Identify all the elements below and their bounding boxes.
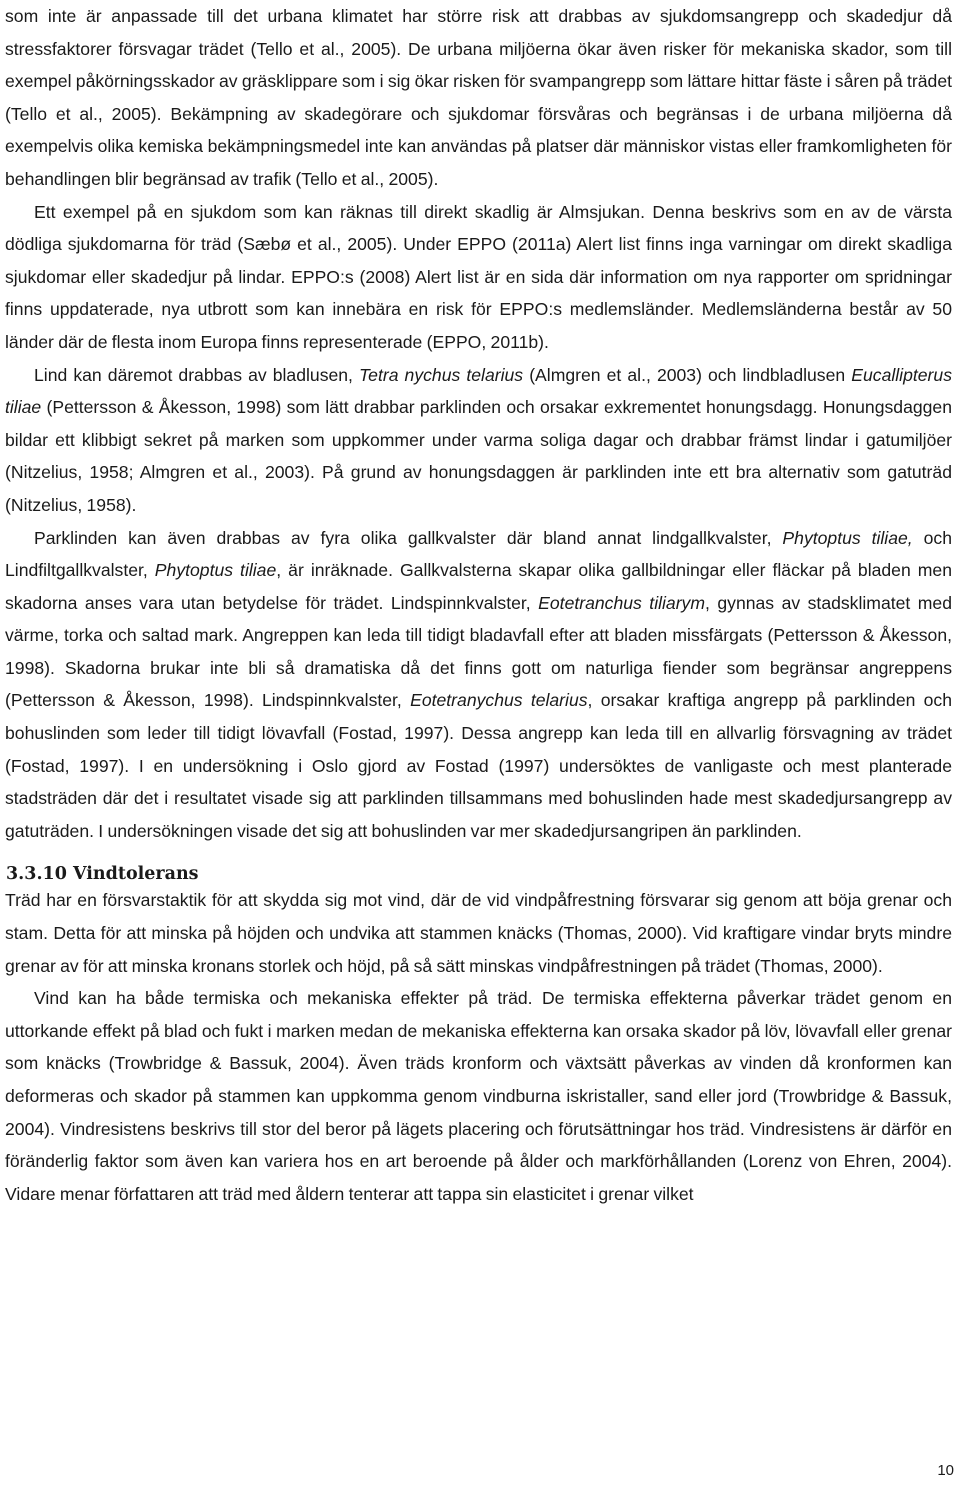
text-run: Vind kan ha både termiska och mekaniska effekter på träd. De termiska effekterna påverkar trädet genom en uttorkande effekt på blad och fukt i marken medan de mekaniska effekterna kan orsaka skador på löv, lövavfall eller grenar som knäcks (Trowbridge & Bassuk, 2004). Även träds kronform och växtsätt påverkas av vinden då kronformen kan deformeras och skador på stammen kan uppkomma genom vindburna iskristaller, sand eller jord (Trowbridge & Bassuk, 2004). Vindresistens beskrivs till stor del beror på lägets placering och förutsättningar hos träd. Vindresistens är därför en föränderlig faktor som även kan variera hos en art beroende på ålder och markförhållanden (Lorenz von Ehren, 2004). Vidare menar författaren att träd med åldern tenterar att tappa sin elasticitet i grenar vilket — [5, 988, 952, 1204]
text-run: Träd har en försvarstaktik för att skydda sig mot vind, där de vid vindpåfrestning försvarar sig genom att böja grenar och stam. Detta för att minska på höjden och undvika att stammen knäcks (Thomas, 2000). Vid kraftigare vindar bryts mindre grenar av för att minska kronans storlek och höjd, på så sätt minskas vindpåfrestningen på trädet (Thomas, 2000). — [5, 890, 952, 976]
text-run: , gynnas av stadsklimatet med värme, torka och saltad mark. Angreppen kan leda till tidigt bladavfall efter att bladen missfärgats (Pettersson & Åkesson, 1998). Skadorna brukar inte bli så dramatiska då det finns gott om naturliga fiender som begränsar angreppens (Pettersson & Åkesson, 1998). Lindspinnkvalster, — [5, 592, 952, 711]
text-run: och Lindfiltgallkvalster, — [5, 527, 952, 581]
text-run: Ett exempel på en sjukdom som kan räknas till direkt skadlig är Almsjukan. Denna beskrivs som en av de värsta dödliga sjukdomarna för träd (Sæbø et al., 2005). Under EPPO (2011a) Alert list finns inga varningar om direkt skadliga sjukdomar eller skadedjur på lindar. EPPO:s (2008) Alert list är en sida där information om nya rapporter om spridningar finns uppdaterade, nya utbrott som kan innebära en risk för EPPO:s medlemsländer. Medlemsländerna består av 50 länder där de flesta inom Europa finns representerade (EPPO, 2011b). — [5, 201, 952, 352]
italic-species-name: Eotetranychus telarius — [410, 690, 588, 711]
text-run: Lind kan däremot drabbas av bladlusen, — [34, 364, 360, 385]
paragraph — [0, 884, 960, 982]
paragraph — [0, 0, 960, 196]
paragraph — [0, 982, 960, 1210]
italic-species-name: Phytoptus tiliae, — [782, 527, 913, 548]
italic-species-name: Tetra nychus telarius — [359, 364, 524, 385]
italic-species-name: Eucallipterus tiliae — [5, 364, 952, 418]
paragraph — [0, 522, 960, 848]
paragraph — [0, 196, 960, 359]
text-run: (Almgren et al., 2003) och lindbladlusen — [523, 364, 852, 385]
body-text-lower — [0, 884, 960, 1210]
text-run: som inte är anpassade till det urbana klimatet har större risk att drabbas av sjukdomsangrepp och skadedjur då stressfaktorer försvagar trädet (Tello et al., 2005). De urbana miljöerna ökar även risker för mekaniska skador, som till exempel påkörningsskador av gräsklippare som i sig ökar risken för svampangrepp som lättare hittar fäste i såren på trädet (Tello et al., 2005). Bekämpning av skadegörare och sjukdomar försvåras och begränsas i de urbana miljöerna då exempelvis olika kemiska bekämpningsmedel inte kan användas på platser där människor vistas eller framkomligheten för behandlingen blir begränsad av trafik (Tello et al., 2005). — [5, 6, 952, 189]
italic-species-name: Eotetranchus tiliarym — [538, 592, 706, 613]
text-run: Parklinden kan även drabbas av fyra olika gallkvalster där bland annat lindgallkvalster, — [34, 527, 783, 548]
text-run: , är inräknade. Gallkvalsterna skapar olika gallbildningar eller fläckar på bladen men skadorna anses vara utan betydelse för trädet. Lindspinnkvalster, — [5, 560, 952, 613]
text-run: (Pettersson & Åkesson, 1998) som lätt drabbar parklinden och orsakar exkrementet honungsdagg. Honungsdaggen bildar ett klibbigt sekret på marken som uppkommer under varma soliga dagar och drabbar främst lindar i gatumiljöer (Nitzelius, 1958; Almgren et al., 2003). På grund av honungsdaggen är parklinden inte ett bra alternativ som gatuträd (Nitzelius, 1958). — [5, 397, 952, 515]
text-run: , orsakar kraftiga angrepp på parklinden och bohuslinden som leder till tidigt lövavfall (Fostad, 1997). Dessa angrepp kan leda till en allvarlig försvagning av trädet (Fostad, 1997). I en undersökning i Oslo gjord av Fostad (1997) undersöktes de vanligaste och mest planterade stadsträden där det i resultatet visade sig att parklinden tillsammans med bohuslinden hade mest skadedjursangrepp av gatuträden. I undersökningen visade det sig att bohuslinden var mer skadedjursangripen än parklinden. — [5, 690, 953, 841]
section-heading: 3.3.10 Vindtolerans — [6, 864, 199, 885]
page-number: 10 — [937, 1462, 954, 1479]
paragraph — [0, 359, 960, 522]
italic-species-name: Phytoptus tiliae — [154, 560, 277, 581]
